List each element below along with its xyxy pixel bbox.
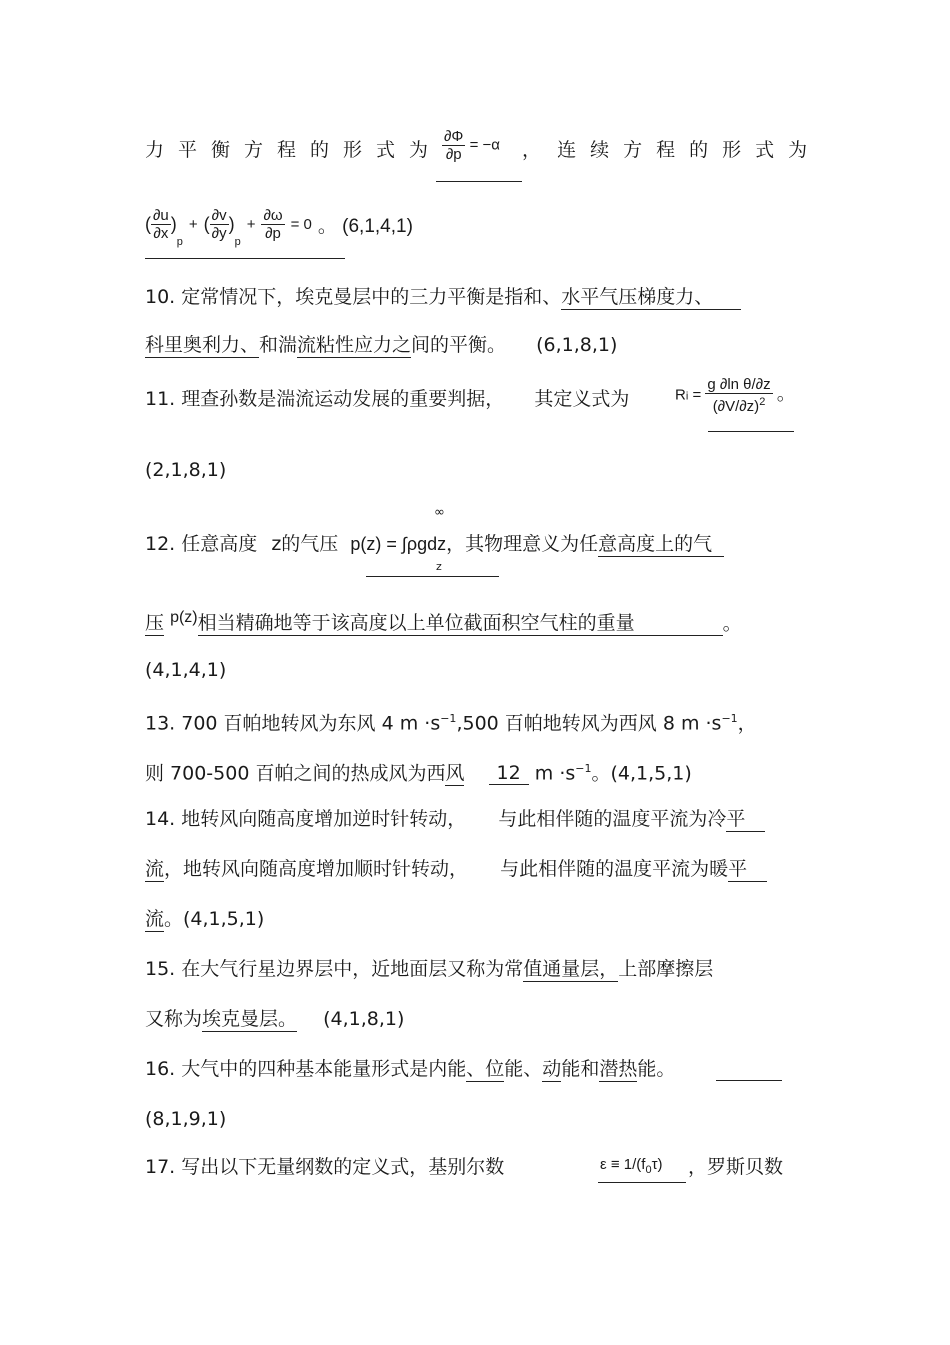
question-16-code: (8,1,9,1) <box>145 1108 227 1130</box>
continuity-equation: ( $\frac{\partial u}{\partial x}$ ) p + ( $\frac{\partial v}{\partial y}$ ) p + $\frac{\partial\omega}{\partial p}$ = 0 。 (6,1,4,1) <box>145 206 413 248</box>
question-16-line: 16. 大气中的四种基本能量形式是内能、位能、动能和潜热能。 <box>145 1058 676 1080</box>
answer-blank-17 <box>598 1182 686 1183</box>
line-continuity-label: ， 连续方程的形式为 <box>522 139 822 161</box>
answer-blank-1 <box>436 181 522 182</box>
answer-blank-11 <box>708 431 794 432</box>
kibel-number-formula: $\varepsilon \equiv 1/(f_0\tau)$ <box>600 1156 663 1176</box>
richardson-formula: Ri = $\frac{\text{g ∂ln θ/∂z}}{(\partial V/\partial z)^2}$ 。 <box>675 376 796 415</box>
integral-upper-limit: ∞ <box>434 505 445 520</box>
question-15-line-b: 又称为埃克曼层。 (4,1,8,1) <box>145 1008 405 1030</box>
question-10-line-b: 科里奥利力、和湍流粘性应力之间的平衡。 (6,1,8,1) <box>145 334 618 356</box>
question-14-line-b: 流，地转风向随高度增加顺时针转动， 与此相伴随的温度平流为暖平 <box>145 856 767 882</box>
question-11-code: (2,1,8,1) <box>145 459 227 481</box>
question-14-line-c: 流。(4,1,5,1) <box>145 908 265 930</box>
question-12-line-b: 压 $^{p(z)}$相当精确地等于该高度以上单位截面积空气柱的重量 。 <box>145 609 742 635</box>
question-10-line-a: 10. 定常情况下，埃克曼层中的三力平衡是指和、水平气压梯度力、 <box>145 284 741 310</box>
answer-blank-12 <box>366 576 499 577</box>
question-17-tail: ，罗斯贝数 <box>688 1156 784 1178</box>
hydrostatic-formula: $\frac{\partial\Phi}{\partial p}$ = −α <box>444 128 500 163</box>
question-12-line-a: 12. 任意高度 z的气压 p(z) = ∫ρgdz，其物理意义为任意高度上的气 <box>145 531 724 557</box>
answer-blank-16 <box>716 1080 782 1081</box>
question-15-line-a: 15. 在大气行星边界层中，近地面层又称为常值通量层，上部摩擦层 <box>145 958 714 980</box>
question-17-line: 17. 写出以下无量纲数的定义式，基别尔数 <box>145 1156 505 1178</box>
question-14-line-a: 14. 地转风向随高度增加逆时针转动， 与此相伴随的温度平流为冷平 <box>145 806 765 832</box>
question-13-line-b: 则 700-500 百帕之间的热成风为西风 12 $m \cdot s^{-1}$。(4,1,5,1) <box>145 762 692 785</box>
answer-blank-2 <box>145 258 345 259</box>
line-force-balance: 力平衡方程的形式为 <box>145 139 443 161</box>
integral-lower-limit: z <box>436 560 442 573</box>
question-13-line-a: 13. 700 百帕地转风为东风 4 $m \cdot s^{-1},500$ 百帕地转风为西风 8 $m \cdot s^{-1}$， <box>145 712 757 735</box>
question-11-line: 11. 理查孙数是湍流运动发展的重要判据， 其定义式为 <box>145 388 630 410</box>
pressure-integral: p(z) = ∫ρgdz <box>350 534 447 554</box>
question-12-code: (4,1,4,1) <box>145 659 227 681</box>
